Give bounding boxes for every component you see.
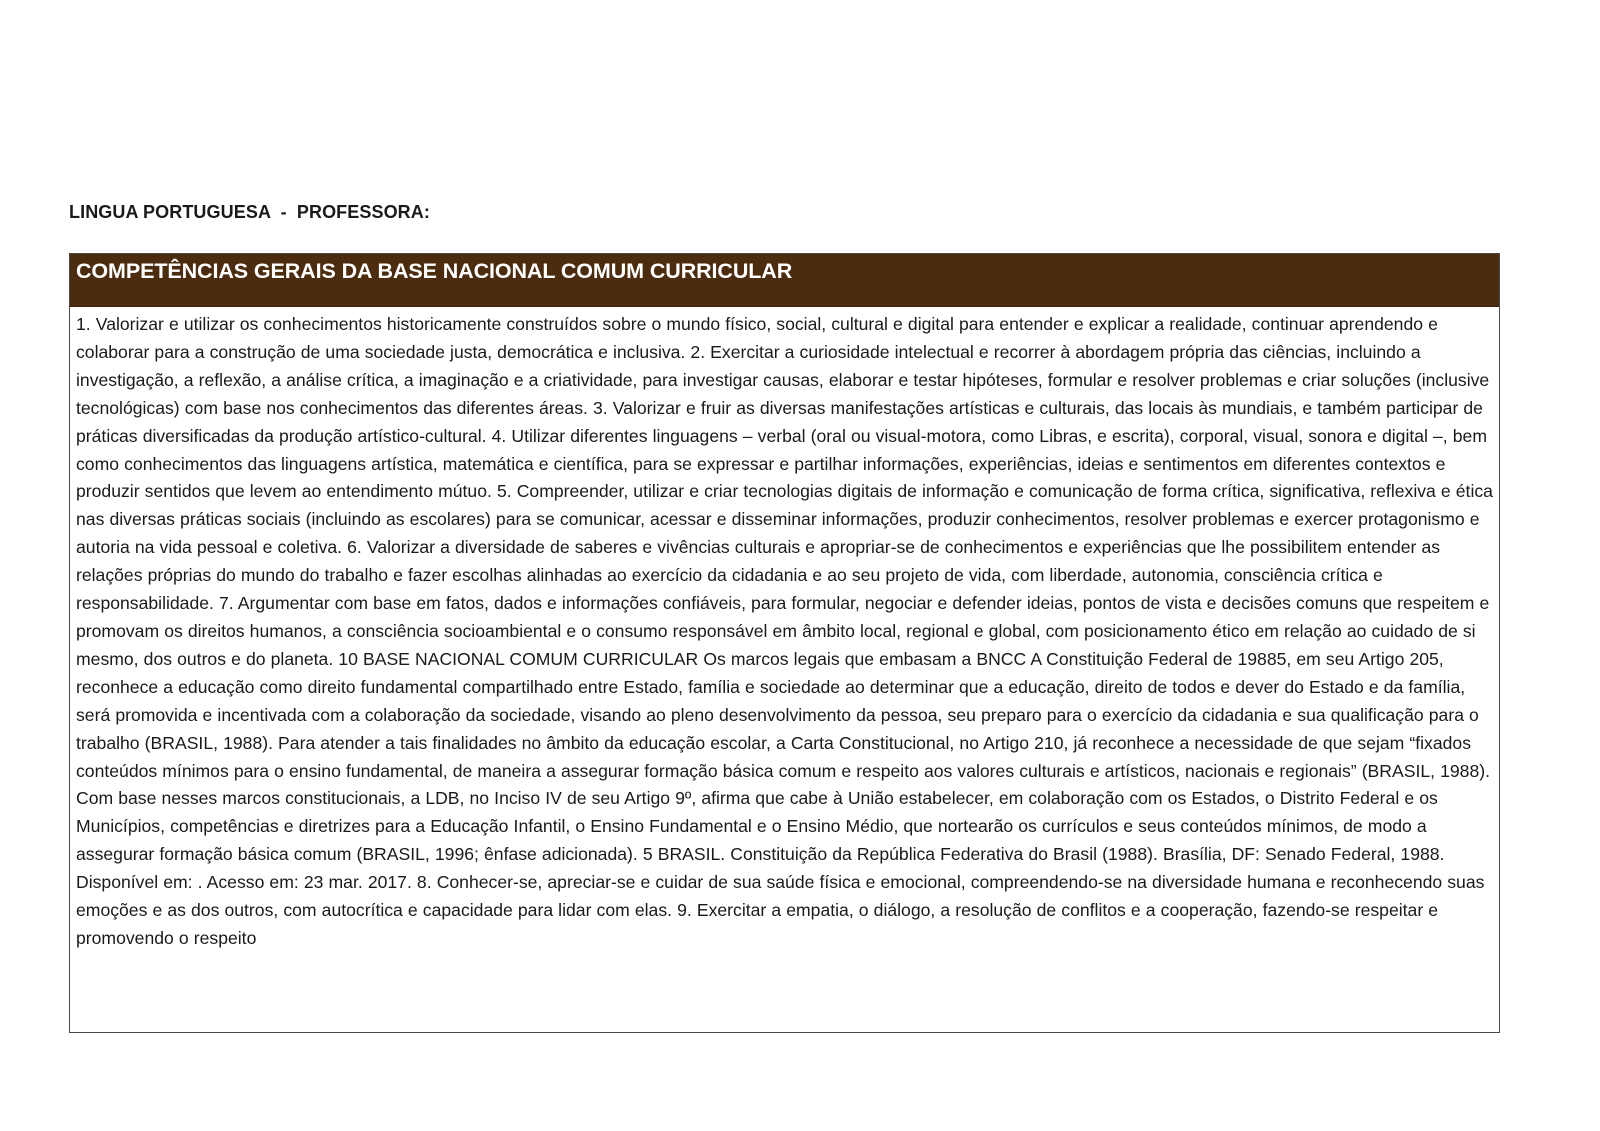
competencias-text: 1. Valorizar e utilizar os conhecimentos historicamente construídos sobre o mundo físico, social, cultural e digital para entender e explicar a realidade, continuar aprendendo e colaborar para a construção de uma sociedade justa, democrática e inclusiva. 2. Exercitar a curiosidade intelectual e recorrer à abordagem própria das ciências, incluindo a investigação, a reflexão, a análise crítica, a imaginação e a criatividade, para investigar causas, elaborar e testar hipóteses, formular e resolver problemas e criar soluções (inclusive tecnológicas) com base nos conhecimentos das diferentes áreas. 3. Valorizar e fruir as diversas manifestações artísticas e culturais, das locais às mundiais, e também participar de práticas diversificadas da produção artístico-cultural. 4. Utilizar diferentes linguagens – verbal (oral ou visual-motora, como Libras, e escrita), corporal, visual, sonora e digital –, bem como conhecimentos das linguagens artística, matemática e científica, para se expressar e partilhar informações, experiências, ideias e sentimentos em diferentes contextos e produzir sentidos que levem ao entendimento mútuo. 5. Compreender, utilizar e criar tecnologias digitais de informação e comunicação de forma crítica, significativa, reflexiva e ética nas diversas práticas sociais (incluindo as escolares) para se comunicar, acessar e disseminar informações, produzir conhecimentos, resolver problemas e exercer protagonismo e autoria na vida pessoal e coletiva. 6. Valorizar a diversidade de saberes e vivências culturais e apropriar-se de conhecimentos e experiências que lhe possibilitem entender as relações próprias do mundo do trabalho e fazer escolhas alinhadas ao exercício da cidadania e ao seu projeto de vida, com liberdade, autonomia, consciência crítica e responsabilidade. 7. Argumentar com base em fatos, dados e informações confiáveis, para formular, negociar e defender ideias, pontos de vista e decisões comuns que respeitem e promovam os direitos humanos, a consciência socioambiental e o consumo responsável em âmbito local, regional e global, com posicionamento ético em relação ao cuidado de si mesmo, dos outros e do planeta. 10 BASE NACIONAL COMUM CURRICULAR Os marcos legais que embasam a BNCC A Constituição Federal de 19885, em seu Artigo 205, reconhece a educação como direito fundamental compartilhado entre Estado, família e sociedade ao determinar que a educação, direito de todos e dever do Estado e da família, será promovida e incentivada com a colaboração da sociedade, visando ao pleno desenvolvimento da pessoa, seu preparo para o exercício da cidadania e sua qualificação para o trabalho (BRASIL, 1988). Para atender a tais finalidades no âmbito da educação escolar, a Carta Constitucional, no Artigo 210, já reconhece a necessidade de que sejam “fixados conteúdos mínimos para o ensino fundamental, de maneira a assegurar formação básica comum e respeito aos valores culturais e artísticos, nacionais e regionais” (BRASIL, 1988). Com base nesses marcos constitucionais, a LDB, no Inciso IV de seu Artigo 9º, afirma que cabe à União estabelecer, em colaboração com os Estados, o Distrito Federal e os Municípios, competências e diretrizes para a Educação Infantil, o Ensino Fundamental e o Ensino Médio, que nortearão os currículos e seus conteúdos mínimos, de modo a assegurar formação básica comum (BRASIL, 1996; ênfase adicionada). 5 BRASIL. Constituição da República Federativa do Brasil (1988). Brasília, DF: Senado Federal, 1988. Disponível em: . Acesso em: 23 mar. 2017. 8. Conhecer-se, apreciar-se e cuidar de sua saúde física e emocional, compreendendo-se na diversidade humana e reconhecendo suas emoções e as dos outros, com autocrítica e capacidade para lidar com elas. 9. Exercitar a empatia, o diálogo, a resolução de conflitos e a cooperação, fazendo-se respeitar e promovendo o respeito bbox=[76, 314, 1493, 948]
table-body-cell bbox=[70, 307, 1499, 1029]
table-title: COMPETÊNCIAS GERAIS DA BASE NACIONAL COMUM CURRICULAR bbox=[70, 254, 1499, 307]
competencias-table bbox=[69, 253, 1500, 1033]
document-header: LINGUA PORTUGUESA - PROFESSORA: bbox=[69, 202, 430, 222]
